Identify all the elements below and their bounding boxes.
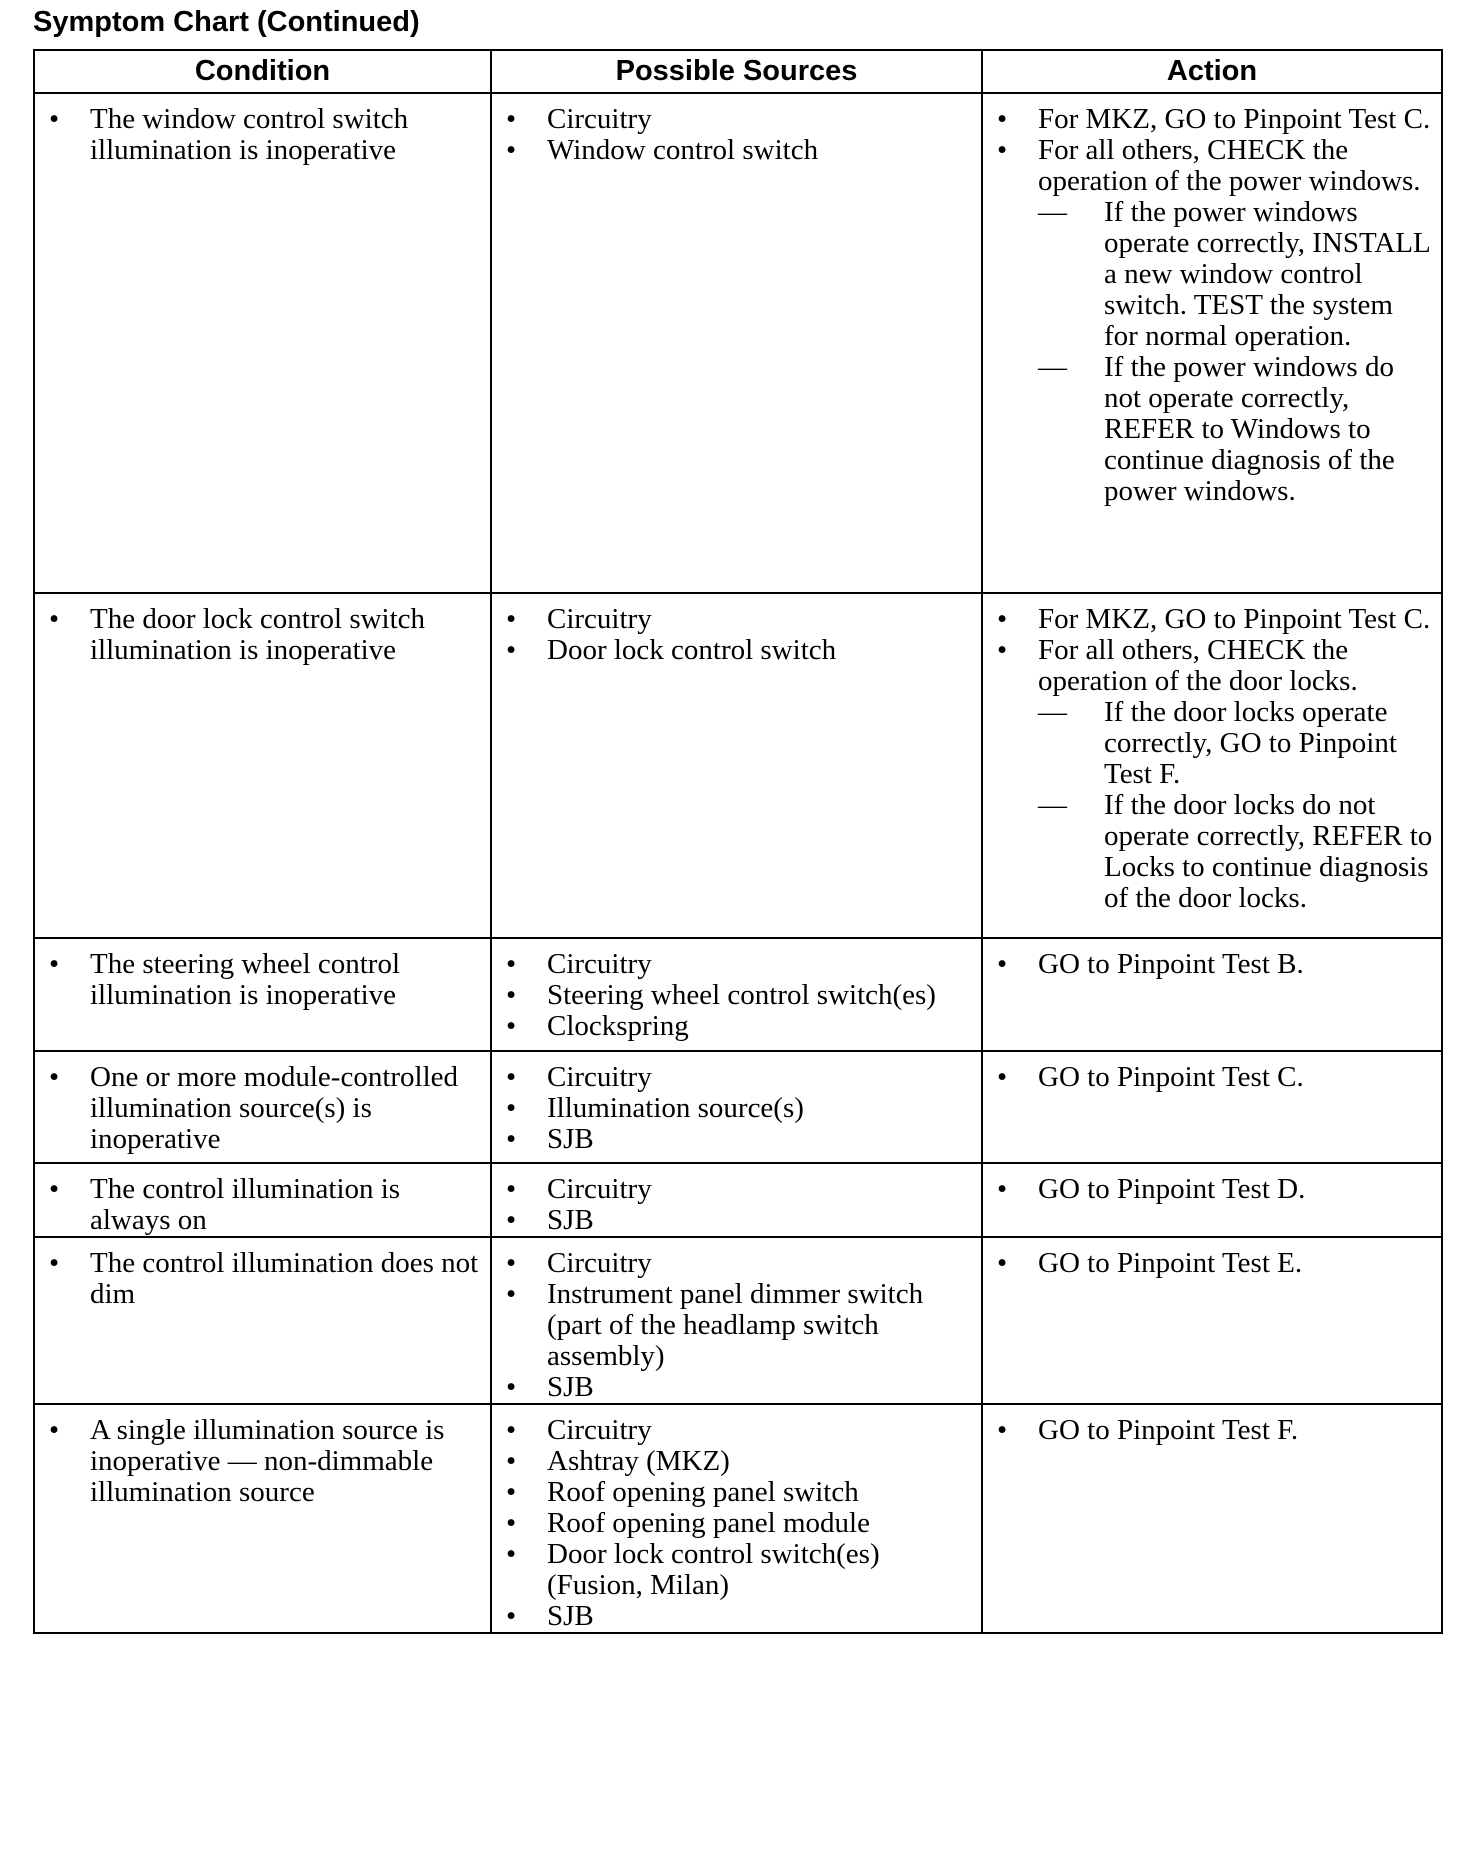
- bullet-icon: •: [997, 948, 1008, 980]
- bullet-icon: •: [49, 1173, 60, 1205]
- bullet-icon: •: [506, 134, 517, 166]
- action-subitem: [1038, 197, 1433, 352]
- action-item-text: GO to Pinpoint Test B.: [1038, 948, 1304, 980]
- source-item-text: SJB: [547, 1371, 594, 1403]
- action-list: [991, 1062, 1433, 1093]
- table-row: [34, 938, 1442, 1051]
- bullet-icon: •: [997, 1247, 1008, 1279]
- condition-cell: [34, 593, 491, 938]
- condition-item-text: The window control switch illumination is inoperative: [90, 103, 409, 166]
- source-item: [500, 1477, 973, 1508]
- source-item: [500, 1415, 973, 1446]
- bullet-icon: •: [506, 1010, 517, 1042]
- sources-cell: [491, 93, 982, 593]
- source-item-text: Door lock control switch(es) (Fusion, Milan): [547, 1538, 880, 1601]
- source-item-text: Circuitry: [547, 948, 652, 980]
- condition-item: [43, 1248, 482, 1310]
- action-item: [991, 135, 1433, 507]
- action-item-text: For all others, CHECK the operation of the power windows.: [1038, 134, 1421, 197]
- condition-item-text: One or more module-controlled illumination source(s) is inoperative: [90, 1061, 459, 1155]
- source-item-text: Circuitry: [547, 1247, 652, 1279]
- source-item: [500, 635, 973, 666]
- bullet-icon: •: [506, 1414, 517, 1446]
- action-subitem-text: If the power windows operate correctly, INSTALL a new window control switch. TEST the system for normal operation.: [1104, 196, 1430, 352]
- source-item-text: Instrument panel dimmer switch (part of the headlamp switch assembly): [547, 1278, 924, 1372]
- bullet-icon: •: [997, 103, 1008, 135]
- bullet-icon: •: [49, 103, 60, 135]
- bullet-icon: •: [506, 1476, 517, 1508]
- action-item: [991, 1062, 1433, 1093]
- condition-item: [43, 1415, 482, 1508]
- source-item: [500, 1174, 973, 1205]
- source-item: [500, 1539, 973, 1601]
- source-item: [500, 1279, 973, 1372]
- source-item-text: SJB: [547, 1123, 594, 1155]
- bullet-icon: •: [506, 1507, 517, 1539]
- action-sublist: [1038, 697, 1433, 914]
- bullet-icon: •: [997, 603, 1008, 635]
- sources-list: [500, 604, 973, 666]
- action-item: [991, 949, 1433, 980]
- table-header-row: [34, 50, 1442, 93]
- sources-list: [500, 949, 973, 1042]
- sources-cell: [491, 1163, 982, 1237]
- condition-list: [43, 1415, 482, 1508]
- source-item: [500, 980, 973, 1011]
- bullet-icon: •: [506, 1173, 517, 1205]
- source-item: [500, 1124, 973, 1155]
- action-item-text: For all others, CHECK the operation of the door locks.: [1038, 634, 1358, 697]
- action-item-text: GO to Pinpoint Test C.: [1038, 1061, 1304, 1093]
- action-item: [991, 1174, 1433, 1205]
- dash-icon: —: [1038, 351, 1067, 383]
- action-sublist: [1038, 197, 1433, 507]
- action-item: [991, 1415, 1433, 1446]
- source-item-text: Steering wheel control switch(es): [547, 979, 936, 1011]
- condition-item-text: A single illumination source is inoperative — non-dimmable illumination source: [90, 1414, 445, 1508]
- source-item-text: Roof opening panel switch: [547, 1476, 859, 1508]
- dash-icon: —: [1038, 696, 1067, 728]
- bullet-icon: •: [506, 1445, 517, 1477]
- bullet-icon: •: [49, 1247, 60, 1279]
- page-title: Symptom Chart (Continued): [33, 6, 420, 38]
- bullet-icon: •: [506, 1204, 517, 1236]
- source-item-text: Circuitry: [547, 603, 652, 635]
- condition-item: [43, 1174, 482, 1236]
- sources-cell: [491, 593, 982, 938]
- source-item-text: Clockspring: [547, 1010, 689, 1042]
- condition-cell: [34, 1163, 491, 1237]
- source-item: [500, 1205, 973, 1236]
- bullet-icon: •: [49, 1414, 60, 1446]
- action-item-text: GO to Pinpoint Test D.: [1038, 1173, 1306, 1205]
- sources-list: [500, 104, 973, 166]
- table-row: [34, 1163, 1442, 1237]
- table-row: [34, 1051, 1442, 1163]
- condition-cell: [34, 1237, 491, 1404]
- condition-item-text: The steering wheel control illumination is inoperative: [90, 948, 401, 1011]
- action-list: [991, 1174, 1433, 1205]
- source-item: [500, 949, 973, 980]
- bullet-icon: •: [506, 1538, 517, 1570]
- source-item: [500, 1011, 973, 1042]
- condition-item-text: The control illumination does not dim: [90, 1247, 479, 1310]
- bullet-icon: •: [997, 134, 1008, 166]
- source-item: [500, 1508, 973, 1539]
- bullet-icon: •: [49, 948, 60, 980]
- action-list: [991, 104, 1433, 507]
- source-item-text: SJB: [547, 1600, 594, 1632]
- action-cell: [982, 593, 1442, 938]
- condition-list: [43, 1174, 482, 1236]
- source-item-text: Door lock control switch: [547, 634, 837, 666]
- source-item: [500, 104, 973, 135]
- table-row: [34, 593, 1442, 938]
- bullet-icon: •: [506, 603, 517, 635]
- source-item: [500, 1446, 973, 1477]
- source-item-text: Circuitry: [547, 1061, 652, 1093]
- action-cell: [982, 1237, 1442, 1404]
- table-row: [34, 1237, 1442, 1404]
- action-cell: [982, 1051, 1442, 1163]
- bullet-icon: •: [506, 1092, 517, 1124]
- source-item-text: Window control switch: [547, 134, 819, 166]
- source-item-text: Ashtray (MKZ): [547, 1445, 730, 1477]
- condition-item-text: The control illumination is always on: [90, 1173, 401, 1236]
- action-item: [991, 635, 1433, 914]
- condition-item: [43, 104, 482, 166]
- action-cell: [982, 1404, 1442, 1633]
- condition-item: [43, 1062, 482, 1155]
- sources-cell: [491, 1051, 982, 1163]
- bullet-icon: •: [506, 979, 517, 1011]
- source-item: [500, 604, 973, 635]
- action-subitem-text: If the door locks operate correctly, GO to Pinpoint Test F.: [1104, 696, 1397, 790]
- source-item: [500, 1062, 973, 1093]
- action-subitem-text: If the door locks do not operate correctly, REFER to Locks to continue diagnosis of the door locks.: [1104, 789, 1433, 914]
- bullet-icon: •: [506, 1123, 517, 1155]
- condition-list: [43, 604, 482, 666]
- action-item-text: GO to Pinpoint Test F.: [1038, 1414, 1299, 1446]
- bullet-icon: •: [997, 1061, 1008, 1093]
- action-item: [991, 1248, 1433, 1279]
- action-subitem: [1038, 352, 1433, 507]
- bullet-icon: •: [506, 948, 517, 980]
- bullet-icon: •: [997, 1173, 1008, 1205]
- source-item-text: Circuitry: [547, 1414, 652, 1446]
- bullet-icon: •: [506, 1061, 517, 1093]
- condition-list: [43, 104, 482, 166]
- source-item-text: Circuitry: [547, 1173, 652, 1205]
- table-row: [34, 93, 1442, 593]
- column-header-condition: Condition: [34, 50, 491, 93]
- source-item-text: SJB: [547, 1204, 594, 1236]
- bullet-icon: •: [997, 1414, 1008, 1446]
- source-item: [500, 135, 973, 166]
- action-subitem-text: If the power windows do not operate correctly, REFER to Windows to continue diagnosis of the power windows.: [1104, 351, 1395, 507]
- condition-cell: [34, 1051, 491, 1163]
- dash-icon: —: [1038, 789, 1067, 821]
- sources-cell: [491, 938, 982, 1051]
- source-item: [500, 1093, 973, 1124]
- condition-list: [43, 1062, 482, 1155]
- action-list: [991, 604, 1433, 914]
- action-subitem: [1038, 697, 1433, 790]
- action-cell: [982, 1163, 1442, 1237]
- sources-cell: [491, 1237, 982, 1404]
- action-cell: [982, 93, 1442, 593]
- source-item: [500, 1372, 973, 1403]
- bullet-icon: •: [506, 1247, 517, 1279]
- condition-item-text: The door lock control switch illumination is inoperative: [90, 603, 426, 666]
- column-header-action: Action: [982, 50, 1442, 93]
- action-item-text: For MKZ, GO to Pinpoint Test C.: [1038, 603, 1431, 635]
- action-list: [991, 1248, 1433, 1279]
- sources-list: [500, 1062, 973, 1155]
- symptom-chart-table: [33, 49, 1443, 1634]
- condition-cell: [34, 938, 491, 1051]
- bullet-icon: •: [506, 1278, 517, 1310]
- action-list: [991, 1415, 1433, 1446]
- condition-item: [43, 949, 482, 1011]
- action-cell: [982, 938, 1442, 1051]
- source-item: [500, 1248, 973, 1279]
- action-item-text: GO to Pinpoint Test E.: [1038, 1247, 1303, 1279]
- bullet-icon: •: [506, 1600, 517, 1632]
- source-item-text: Illumination source(s): [547, 1092, 804, 1124]
- dash-icon: —: [1038, 196, 1067, 228]
- source-item-text: Circuitry: [547, 103, 652, 135]
- sources-list: [500, 1415, 973, 1632]
- condition-list: [43, 949, 482, 1011]
- bullet-icon: •: [49, 1061, 60, 1093]
- condition-cell: [34, 1404, 491, 1633]
- condition-item: [43, 604, 482, 666]
- action-subitem: [1038, 790, 1433, 914]
- table-row: [34, 1404, 1442, 1633]
- bullet-icon: •: [506, 1371, 517, 1403]
- action-item: [991, 104, 1433, 135]
- action-list: [991, 949, 1433, 980]
- source-item: [500, 1601, 973, 1632]
- sources-list: [500, 1174, 973, 1236]
- sources-cell: [491, 1404, 982, 1633]
- action-item: [991, 604, 1433, 635]
- column-header-possible-sources: Possible Sources: [491, 50, 982, 93]
- sources-list: [500, 1248, 973, 1403]
- bullet-icon: •: [49, 603, 60, 635]
- source-item-text: Roof opening panel module: [547, 1507, 870, 1539]
- bullet-icon: •: [506, 634, 517, 666]
- bullet-icon: •: [506, 103, 517, 135]
- condition-cell: [34, 93, 491, 593]
- action-item-text: For MKZ, GO to Pinpoint Test C.: [1038, 103, 1431, 135]
- bullet-icon: •: [997, 634, 1008, 666]
- condition-list: [43, 1248, 482, 1310]
